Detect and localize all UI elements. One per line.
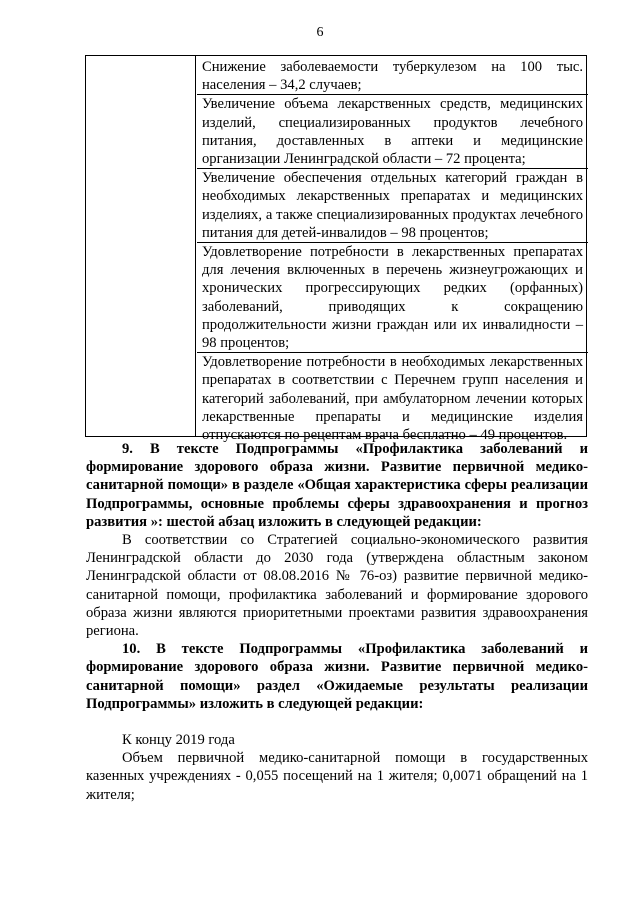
section-9-heading: 9. В тексте Подпрограммы «Профилактика заболеваний и формирование здорового образа жизни. Развитие первичной медико-санитарной помощи» в разделе «Общая характеристика сферы реализации Подпрограммы, основные проблемы сферы здравоохранения и прогноз развития »: шестой абзац изложить в следующей редакции: [86, 441, 588, 530]
table-right-column [202, 58, 583, 444]
section-10-text: Объем первичной медико-санитарной помощи в государственных казенных учреждениях - 0,055 посещений на 1 жителя; 0,0071 обращений на 1 жителя; [86, 750, 588, 803]
results-table [85, 55, 587, 444]
page-number: 6 [316, 25, 324, 40]
body-text [86, 440, 588, 804]
section-10-heading: 10. В тексте Подпрограммы «Профилактика заболеваний и формирование здорового образа жизни. Развитие первичной медико-санитарной помощи» раздел «Ожидаемые результаты реализации Подпрограммы» изложить в следующей редакции: [86, 641, 588, 712]
section-9-text: В соответствии со Стратегией социально-экономического развития Ленинградской области до 2030 года (утверждена областным законом Ленинградской области от 08.08.2016 № 76-оз) развитие первичной медико-санитарной помощи, профилактика заболеваний и формирование здорового образа жизни являются приоритетными проектами развития здравоохранения региона. [86, 532, 588, 640]
section-10-year-line: К концу 2019 года [122, 732, 235, 749]
table-item-medicines-volume: Увеличение объема лекарственных средств, медицинских изделий, специализированных продуктов лечебного питания, доставленных в аптеки и медицинские организации Ленинградской области – 72 процента; [197, 95, 588, 169]
table-item-provision: Увеличение обеспечения отдельных категорий граждан в необходимых лекарственных препаратах и медицинских изделиях, а также специализированных продуктах лечебного питания для детей-инвалидов – 98 процентов; [197, 169, 588, 243]
table-item-orphan-diseases: Удовлетворение потребности в лекарственных препаратах для лечения включенных в перечень жизнеугрожающих и хронических прогрессирующих редких (орфанных) заболеваний, приводящих к сокращению продолжительности жизни граждан или их инвалидности – 98 процентов; [197, 243, 588, 353]
table-item-tuberculosis: Снижение заболеваемости туберкулезом на 100 тыс. населения – 34,2 случаев; [197, 58, 588, 95]
table-item-free-prescriptions: Удовлетворение потребности в необходимых лекарственных препаратах в соответствии с Перечнем групп населения и категорий заболеваний, при амбулаторном лечении которых лекарственные препараты и медицинские изделия отпускаются по рецептам врача бесплатно – 49 процентов. [202, 354, 583, 444]
table-left-column [86, 56, 196, 436]
